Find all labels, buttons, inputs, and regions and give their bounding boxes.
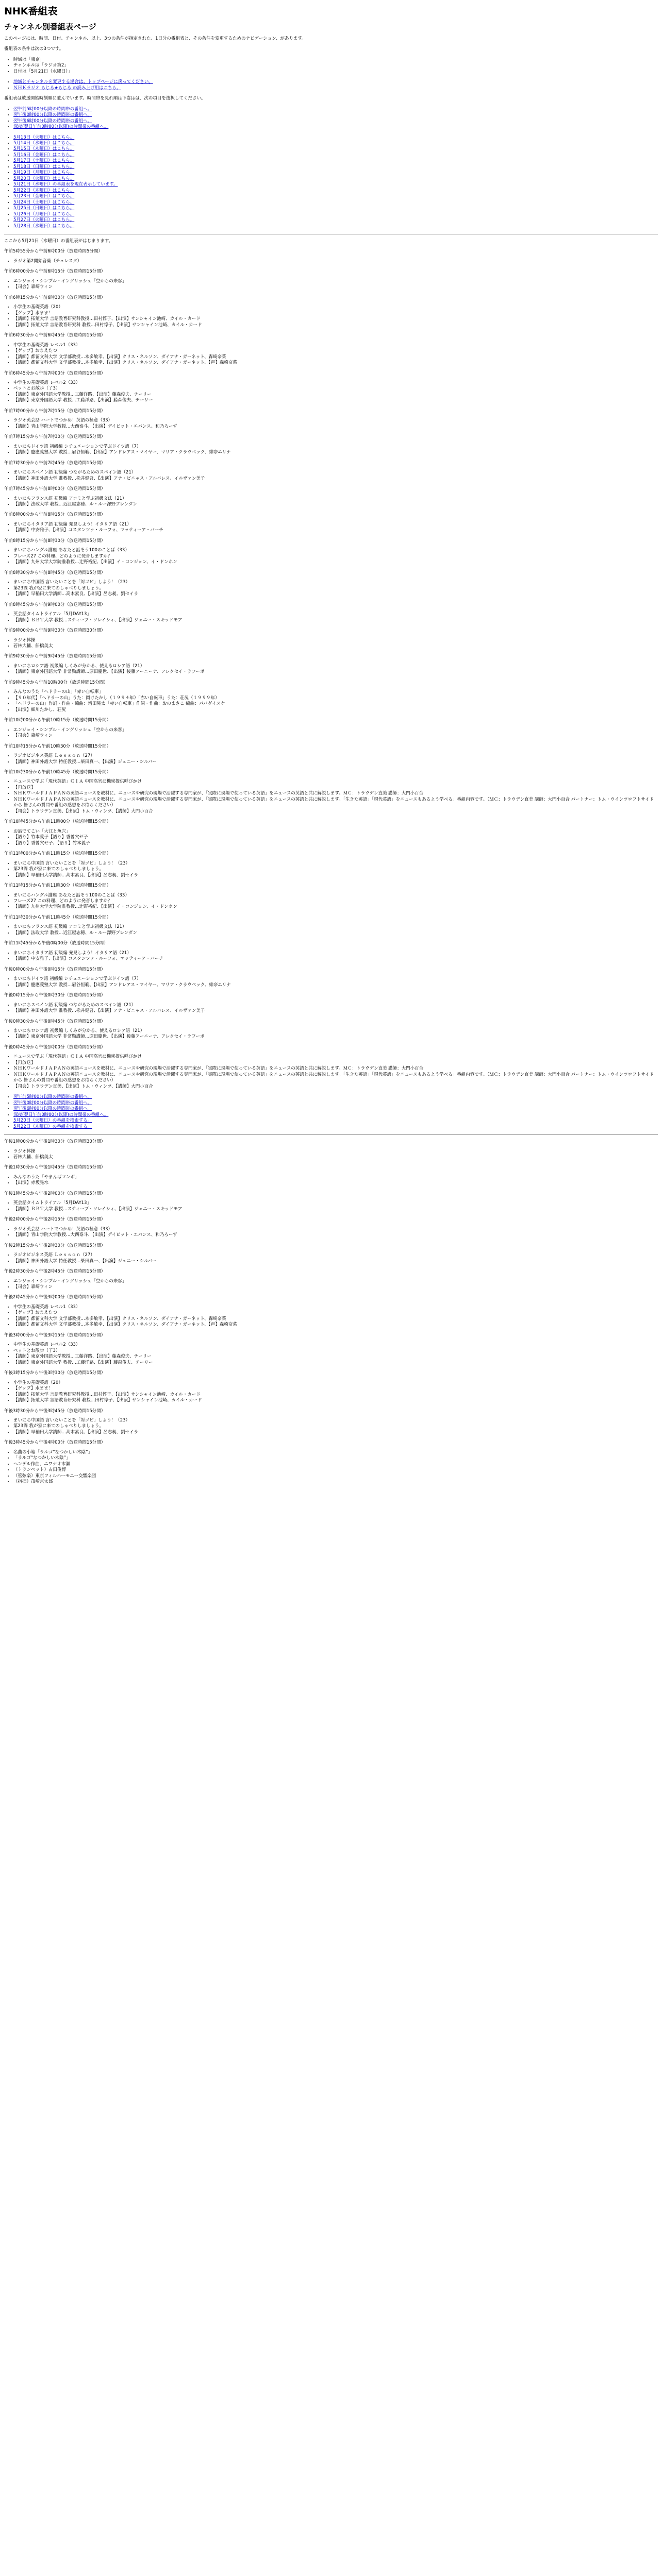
program-line: • 【講師】都留文科大学 文学部教授…本多敏幸、【出演】クリス・ネルソン、ダイアナ・ガーネット、【声】森崎奈菜 xyxy=(13,1322,658,1328)
time-nav-mid xyxy=(4,1094,658,1130)
program-line: • 【司会】森崎ウィン xyxy=(13,1284,658,1290)
program-details xyxy=(4,1200,658,1212)
program-line: • 【講師】ＢＢＴ大学 教授…スティーブ・ソレイシィ、【出演】ジェニー・スキッドモア xyxy=(13,1207,658,1212)
program-time: 午前10時45分から午前11時00分（放送時間15分間） xyxy=(4,819,111,825)
nav-link[interactable]: 5月26日（月曜日）はこちら。 xyxy=(13,211,75,217)
program-line: • 若林大輔、船橋美太 xyxy=(13,1155,658,1160)
program-line: • 第23課 我が家に来てのしゃべりしましょう。 xyxy=(13,586,658,591)
nav-link[interactable]: 5月15日（木曜日）はこちら。 xyxy=(13,146,75,152)
program-details xyxy=(4,1279,658,1291)
program-time: 午前7時15分から午前7時30分（放送時間15分間） xyxy=(4,434,106,440)
list-item[interactable] xyxy=(13,158,658,164)
program-details xyxy=(4,1342,658,1366)
program-line: • 中学生の基礎英語 レベル1（33） xyxy=(13,343,658,348)
program-time: 午前10時00分から午前10時15分（放送時間15分間） xyxy=(4,718,111,723)
nav-link[interactable]: ＮＨＫラジオ らじる★らじる の読み上げ用はこちら。 xyxy=(13,85,121,91)
list-item[interactable] xyxy=(13,200,658,206)
program-line: • 【講師】青山学院大学教授…大西泰斗、【出演】デイビット・エバンス、和乃ろーず xyxy=(13,424,658,430)
program-details xyxy=(4,548,658,565)
program-time: 午前11時30分から午前11時45分（放送時間15分間） xyxy=(4,914,111,920)
program-line: • 【講師】東京外国語大学教授…工藤洋路、【出演】藤森俊夫、チーリー xyxy=(13,1354,658,1360)
program-details xyxy=(4,1054,658,1090)
program-line: • まいにちイタリア語 初級編 発見しよう！イタリア語（21） xyxy=(13,951,658,956)
program-details xyxy=(4,976,658,988)
list-item[interactable] xyxy=(13,206,658,211)
program-line: • 【講師】青山学院大学教授…大西泰斗、【出演】デイビット・エバンス、和乃ろーず xyxy=(13,1232,658,1238)
program-line: • エンジョイ・シンプル・イングリッシュ「空からの来客」 xyxy=(13,279,658,284)
list-item[interactable] xyxy=(13,1106,658,1112)
program-time: 午前11時45分から午後0時00分（放送時間15分間） xyxy=(4,941,108,946)
program-line: • まいにちロシア語 初級編 しくみが分かる、使えるロシア語（21） xyxy=(13,664,658,669)
program-line: • 英会話タイムトライアル「5月DAY13」 xyxy=(13,1200,658,1206)
program-line: • 【語り】香曾穴ゼ子、【語り】竹本義子 xyxy=(13,841,658,846)
program-line: • 「ヘドラーの山」作詞・作曲・編曲：増田晃太「赤い自転車」作詞・作曲：おのまさこ 編曲：パパダイスケ xyxy=(13,701,658,707)
nav-link[interactable]: 翌午前5時00分以降の時間帯の番組へ。 xyxy=(13,1094,92,1100)
program-details xyxy=(4,779,658,815)
program-details xyxy=(4,1175,658,1187)
program-line: • 【講師】九州大学大学院准教授…辻野裕紀、【出演】イ・コンジョン、イ・ドンホン xyxy=(13,904,658,910)
program-line: • ＮＨＫワールドＪＡＰＡＮの英語ニュースを教材に、ニュースや研究の現場で活躍する専門家が、「実際に現場で使っている英語」をニュースの英語と共に解説します。ＭＣ：トラウデン直美 講師：大門小百合 xyxy=(13,791,658,796)
divider xyxy=(4,1134,658,1135)
program-line: • まいにちハングル講座 あなたと話そう100のことば（33） xyxy=(13,893,658,899)
time-nav-top xyxy=(4,107,658,130)
list-item[interactable] xyxy=(13,86,658,91)
program-line: • まいにち中国語 言いたいことを「対ゴビ」しよう！（23） xyxy=(13,1418,658,1423)
program-details xyxy=(4,727,658,739)
program-time: 午前7時30分から午前7時45分（放送時間15分間） xyxy=(4,460,106,466)
program-line: • 小学生の基礎英語（20） xyxy=(13,1380,658,1386)
program-details xyxy=(4,522,658,534)
program-details xyxy=(4,1252,658,1264)
nav-link[interactable]: 5月19日（月曜日）はこちら。 xyxy=(13,170,75,176)
program-line: • 【講師】神田外語大学 准教授…松井健吾、【出演】アナ・ビニャス・アルバレス、イルヴァン美子 xyxy=(13,476,658,482)
nav-link[interactable]: 5月14日（水曜日）はこちら。 xyxy=(13,140,75,146)
nav-link[interactable]: 深夜(翌日午前0時00分以降)の時間帯の番組へ。 xyxy=(13,124,109,130)
conditions-heading: 番組表の条件は次の3つです。 xyxy=(4,46,64,52)
program-time: 午後3時30分から午後3時45分（放送時間15分間） xyxy=(4,1408,106,1414)
list-item[interactable] xyxy=(13,1100,658,1106)
program-line: • 【司会】森崎ウィン xyxy=(13,733,658,739)
list-item[interactable] xyxy=(13,224,658,229)
program-line: • フレーズ27 この料理、どのように発音しますか？ xyxy=(13,554,658,560)
nav-link[interactable]: 5月20日（火曜日）の番組を検索する。 xyxy=(13,1118,92,1124)
program-line: • 第23課 我が家に来てのしゃべりしましょう。 xyxy=(13,867,658,872)
program-line: • ラジオ英会話 ハートでつかめ！英語の極意（33） xyxy=(13,418,658,423)
program-line: • 【講師】慶應義塾大学 教授…眉谷恒範、【出演】アンドレアス・マイヤー、マリア・クラウベック、緋奈エリナ xyxy=(13,450,658,455)
program-time: 午前6時45分から午前7時00分（放送時間15分間） xyxy=(4,370,106,376)
program-line: • （管弦楽）東京フィルハーモニー交響楽団 xyxy=(13,1473,658,1479)
list-item[interactable] xyxy=(13,141,658,146)
program-details xyxy=(4,1380,658,1404)
program-line: • まいにちドイツ語 初級編 シチュエーションで学ぶドイツ語（7） xyxy=(13,976,658,982)
list-item: • 時域は「東京」 xyxy=(13,57,658,63)
program-line: • 【講師】中安雅子、【出演】コスタンツァ・ルーフォ、マッティーア・バーチ xyxy=(13,528,658,533)
program-line: • 【講師】東京外国語大学 教授…工藤洋路、【出演】藤森俊夫、チーリー xyxy=(13,1360,658,1366)
list-item[interactable] xyxy=(13,1124,658,1130)
program-line: • 【講師】早稲田大学講師…高木素良、【出演】呂志昶、劉セイラ xyxy=(13,591,658,597)
program-time: 午後1時45分から午後2時00分（放送時間15分間） xyxy=(4,1191,106,1196)
program-line: • まいにちイタリア語 初級編 発見しよう！イタリア語（21） xyxy=(13,522,658,528)
program-time: 午前9時00分から午前9時30分（放送時間30分間） xyxy=(4,628,106,634)
program-time: 午前10時30分から午前10時45分（放送時間15分間） xyxy=(4,770,111,775)
program-line: • まいにちフランス語 初級編 アコミと学ぶ初級文法（21） xyxy=(13,496,658,502)
program-line: • 【講師】拓殖大学 言語教育研究科教授…田村惇子、【出演】サンシャイン池崎、カイル・カード xyxy=(13,1392,658,1398)
nav-link[interactable]: 5月22日（木曜日）の番組を検索する。 xyxy=(13,1124,92,1129)
program-details xyxy=(4,1304,658,1328)
program-line: • 【講師】拓殖大学 言語教育研究科 教授…田村惇子、【出演】サンシャイン池崎、カイル・カード xyxy=(13,1398,658,1403)
nav-link[interactable]: 翌午後0時00分以降の時間帯の番組へ。 xyxy=(13,112,92,118)
program-time: 午前11時00分から午前11時15分（放送時間15分間） xyxy=(4,851,111,857)
time-nav-note: 番組表は放送開始時刻順に並んでいます。時間帯を見れ順は下巻はは、次の項目を選択してください。 xyxy=(4,96,206,101)
program-time: 午前7時00分から午前7時15分（放送時間15分間） xyxy=(4,408,106,414)
program-time: 午前6時15分から午前6時30分（放送時間15分間） xyxy=(4,295,106,300)
program-line: • まいにちドイツ語 初級編 シチュエーションで学ぶドイツ語（7） xyxy=(13,444,658,450)
program-line: • 【講師】拓殖大学 言語教育研究科 教授…田村惇子、【出演】サンシャイン池崎、カイル・カード xyxy=(13,323,658,328)
program-line: • ニュースで学ぶ「現代英語」ＣＩＡ 中国高官に機密提供呼びかけ xyxy=(13,779,658,785)
program-line: • 小学生の基礎英語（20） xyxy=(13,304,658,310)
program-time: 午後2時15分から午後2時30分（放送時間15分間） xyxy=(4,1243,106,1248)
program-time: 午後2時45分から午後3時00分（放送時間15分間） xyxy=(4,1295,106,1300)
program-time: 午後2時30分から午後2時45分（放送時間15分間） xyxy=(4,1269,106,1275)
program-details xyxy=(4,279,658,291)
program-time: 午前6時30分から午前6時45分（放送時間15分間） xyxy=(4,333,106,338)
date-nav xyxy=(4,135,658,230)
program-time: 午前8時30分から午前8時45分（放送時間15分間） xyxy=(4,570,106,575)
program-time: 午前7時45分から午前8時00分（放送時間15分間） xyxy=(4,486,106,492)
nav-link[interactable]: 5月13日（火曜日）はこちら。 xyxy=(13,134,75,140)
nav-link[interactable]: 翌午後0時00分以降の時間帯の番組へ。 xyxy=(13,1100,92,1106)
program-details xyxy=(4,638,658,650)
program-line: • 【語り】竹本義子【語り】香曾穴ゼ子 xyxy=(13,835,658,840)
program-line: • 第23課 我が家に来てのしゃべりしましょう。 xyxy=(13,1423,658,1429)
program-details xyxy=(4,1418,658,1435)
program-time: 午前9時30分から午前9時45分（放送時間15分間） xyxy=(4,654,106,659)
program-line: • 【講師】都留文科大学 文学部教授…本多敏幸、【出演】クリス・ネルソン、ダイアナ・ガーネット、森崎奈菜 xyxy=(13,1316,658,1322)
list-item[interactable] xyxy=(13,1118,658,1124)
program-time: 午後0時00分から午後0時15分（放送時間15分間） xyxy=(4,967,106,972)
program-details xyxy=(4,951,658,962)
nav-link[interactable]: 5月22日（木曜日）はこちら。 xyxy=(13,188,75,193)
program-details xyxy=(4,1149,658,1161)
program-details xyxy=(4,1028,658,1040)
program-details xyxy=(4,1450,658,1485)
program-line: • ＮＨＫワールドＪＡＰＡＮの英語ニュースを教材に、ニュースや研究の現場で活躍する専門家が、「実際に現場で使っている英語」をニュースの英語と共に解説します。「生きた英語」「現代英語」をニュースもあるよう学べる」番組内容です。（ＭＣ：トラウデン直美 講師：大門小百合 パートナー：トム・ウインツロフトサイドから 皆さんの質問や番組の感想をお待ちください） xyxy=(13,797,658,809)
program-time: 午後1時00分から午後1時30分（放送時間30分間） xyxy=(4,1139,106,1145)
program-line: • 【講師】東京外国語大学 非常勤講師…原田慶世、【出演】後藤アーニーナ、アレクセイ・ラフーポ xyxy=(13,669,658,675)
program-line: • 【司会】森崎ウィン xyxy=(13,284,658,290)
program-line: • まいにちロシア語 初級編 しくみが分かる、使えるロシア語（21） xyxy=(13,1028,658,1034)
program-time: 午後0時45分から午後1時00分（放送時間15分間） xyxy=(4,1044,106,1050)
program-line: • ペットとお散歩（了3） xyxy=(13,386,658,392)
program-line: • まいにちハングル講座 あなたと話そう100のことば（33） xyxy=(13,548,658,553)
program-line: • 【講師】神田外語大学 特任教授…柴田真一、【出演】ジェニー・シルバー xyxy=(13,759,658,765)
list-item[interactable] xyxy=(13,107,658,112)
program-time: 午後0時30分から午後0時45分（放送時間15分間） xyxy=(4,1019,106,1024)
program-line: • 【講師】法政大学 教授…近江屋志穂、ル・ルー澤野ブレンダン xyxy=(13,930,658,936)
program-line: • 【ゲップ】水まま！ xyxy=(13,311,658,316)
program-line: • 【講師】拓殖大学 言語教育研究科教授…田村惇子、【出演】サンシャイン池崎、カイル・カード xyxy=(13,316,658,322)
program-details xyxy=(4,580,658,597)
program-line: • ＮＨＫワールドＪＡＰＡＮの英語ニュースを教材に、ニュースや研究の現場で活躍する専門家が、「実際に現場で使っている英語」をニュースの英語と共に解説します。ＭＣ：トラウデン直美 講師：大門小百合 xyxy=(13,1066,658,1072)
list-item[interactable] xyxy=(13,182,658,188)
program-details xyxy=(4,689,658,713)
program-line: • 【講師】早稲田大学講師…高木素良、【出演】呂志昶、劉セイラ xyxy=(13,1430,658,1435)
programs-morning xyxy=(4,249,658,1090)
list-item[interactable] xyxy=(13,170,658,176)
program-time: 午前8時00分から午前8時15分（放送時間15分間） xyxy=(4,512,106,518)
program-line: • お話でてこい「大江と魚穴」 xyxy=(13,829,658,835)
program-time: 午後3時00分から午後3時15分（放送時間15分間） xyxy=(4,1332,106,1338)
program-time: 午後3時45分から午後4時00分（放送時間15分間） xyxy=(4,1440,106,1446)
program-time: 午前5時55分から午前6時00分（放送時間5分間） xyxy=(4,249,103,255)
program-details xyxy=(4,924,658,936)
program-line: • みんなのうた「やまんばマンボ」 xyxy=(13,1175,658,1180)
list-item[interactable] xyxy=(13,212,658,217)
program-details xyxy=(4,1227,658,1239)
condition-links xyxy=(4,79,658,91)
program-line: • ラジオ英会話 ハートでつかめ！英語の極意（33） xyxy=(13,1227,658,1232)
program-line: • 【再放送】 xyxy=(13,785,658,791)
nav-link[interactable]: 深夜(翌日午前0時00分以降)の時間帯の番組へ。 xyxy=(13,1112,109,1117)
program-line: • 【講師】東京外国語大学 教授…工藤洋路、【出演】藤森俊夫、チーリー xyxy=(13,398,658,403)
program-line: • 【司会】トラウデン直美、【出演】トム・ウィンツ、【講師】大門小百合 xyxy=(13,809,658,815)
program-line: • ＮＨＫワールドＪＡＰＡＮの英語ニュースを教材に、ニュースや研究の現場で活躍する専門家が、「実際に現場で使っている英語」をニュースの英語と共に解説します。「生きた英語」「現代英語」をニュースもあるよう学べる」番組内容です。（ＭＣ：トラウデン直美 講師：大門小百合 パートナー：トム・ウインツロフトサイドから 皆さんの質問や番組の感想をお待ちください） xyxy=(13,1072,658,1084)
program-line: • 【講師】都留文科大学 文学部教授…本多敏幸、【出演】クリス・ネルソン、ダイアナ・ガーネット、森崎奈菜 xyxy=(13,354,658,360)
list-item[interactable] xyxy=(13,194,658,199)
nav-link[interactable]: 5月21日（水曜日）の番組表を現在表示しています。 xyxy=(13,182,118,188)
nav-link[interactable]: 翌午後6時00分以降の時間帯の番組へ。 xyxy=(13,118,92,124)
program-time: 午前6時00分から午前6時15分（放送時間15分間） xyxy=(4,269,106,275)
program-time: 午前8時45分から午前9時00分（放送時間15分間） xyxy=(4,602,106,607)
program-line: • フレーズ27 この料理、どのように発音しますか？ xyxy=(13,899,658,904)
program-line: • ラジオビジネス英語 Ｌｅｓｓｏｎ（27） xyxy=(13,753,658,759)
nav-link[interactable]: 翌午後6時00分以降の時間帯の番組へ。 xyxy=(13,1106,92,1112)
program-line: • みんなのうた「ヘドラーの山」「赤い自転車」 xyxy=(13,689,658,695)
list-item: • チャンネルは「ラジオ第2」 xyxy=(13,63,658,69)
program-line: • 【出演】細川たかし、荘尻 xyxy=(13,707,658,713)
program-line: • 【講師】都留文科大学 文学部教授…本多敏幸、【出演】クリス・ネルソン、ダイアナ・ガーネット、【声】森崎奈菜 xyxy=(13,360,658,366)
program-line: • （指揮）茂崎京太郎 xyxy=(13,1479,658,1485)
program-line: • まいにち中国語 言いたいことを「対ゴビ」しよう！（23） xyxy=(13,861,658,867)
program-line: • 【出演】赤坂晃水 xyxy=(13,1180,658,1186)
nav-link[interactable]: 5月17日（土曜日）はこちら。 xyxy=(13,158,75,164)
program-line: • 【講師】法政大学 教授…近江屋志穂、ル・ルー澤野ブレンダン xyxy=(13,502,658,507)
program-line: • 【講師】神田外語大学 准教授…松井健吾、【出演】アナ・ビニャス・アルバレス、イルヴァン美子 xyxy=(13,1008,658,1014)
program-time: 午後2時00分から午後2時15分（放送時間15分間） xyxy=(4,1217,106,1223)
program-line: • 「ラルゴ“なつかしい木陰”」 xyxy=(13,1455,658,1461)
program-details xyxy=(4,444,658,456)
program-line: • 英会話タイムトライアル「5月DAY13」 xyxy=(13,612,658,617)
nav-link[interactable]: 翌午前5時00分以降の時間帯の番組へ。 xyxy=(13,106,92,112)
program-details xyxy=(4,496,658,508)
program-line: • 【講師】中安雅子、【出演】コスタンツァ・ルーフォ、マッティーア・バーチ xyxy=(13,956,658,962)
list-item[interactable] xyxy=(13,176,658,182)
list-item[interactable] xyxy=(13,146,658,152)
program-line: • 【再放送】 xyxy=(13,1060,658,1066)
program-line: • 若林大輔、船橋美太 xyxy=(13,643,658,649)
program-line: • 【司会】トラウデン直美、【出演】トム・ウィンツ、【講師】大門小百合 xyxy=(13,1084,658,1090)
program-line: • 【講師】早稲田大学講師…高木素良、【出演】呂志昶、劉セイラ xyxy=(13,873,658,878)
list-item[interactable] xyxy=(13,152,658,158)
program-line: • 【ゲップ】水まま！ xyxy=(13,1386,658,1392)
program-details xyxy=(4,753,658,765)
program-time: 午後3時15分から午後3時30分（放送時間15分間） xyxy=(4,1370,106,1376)
program-line: • ラジオ体操 xyxy=(13,638,658,643)
nav-link[interactable]: 5月20日（火曜日）はこちら。 xyxy=(13,176,75,181)
nav-link[interactable]: 5月18日（日曜日）はこちら。 xyxy=(13,164,75,170)
program-line: • エンジョイ・シンプル・イングリッシュ「空からの来客」 xyxy=(13,1279,658,1284)
list-item[interactable] xyxy=(13,164,658,170)
program-details xyxy=(4,893,658,910)
program-line: • まいにちフランス語 初級編 アコミと学ぶ初級文法（21） xyxy=(13,924,658,930)
list-item[interactable] xyxy=(13,79,658,85)
program-details xyxy=(4,1003,658,1014)
program-line: • 【講師】九州大学大学院准教授…辻野裕紀、【出演】イ・コンジョン、イ・ドンホン xyxy=(13,560,658,565)
program-line: • エンジョイ・シンプル・イングリッシュ「空からの来客」 xyxy=(13,727,658,733)
program-time: 午前10時15分から午前10時30分（放送時間15分間） xyxy=(4,743,111,749)
program-line: • 【講師】神田外語大学 特任教授…柴田真一、【出演】ジェニー・シルバー xyxy=(13,1259,658,1264)
nav-link[interactable]: 5月16日（金曜日）はこちら。 xyxy=(13,152,75,158)
program-line: • ラジオ体操 xyxy=(13,1149,658,1155)
program-time: 午後0時15分から午後0時30分（放送時間15分間） xyxy=(4,993,106,998)
nav-link[interactable]: 地域とチャンネルを変更する場合は、トップページに戻ってください。 xyxy=(13,79,153,85)
list-item: • 日付は「5月21日（水曜日）」 xyxy=(13,69,658,75)
program-details xyxy=(4,418,658,430)
program-line: • 中学生の基礎英語 レベル2（33） xyxy=(13,380,658,386)
program-details xyxy=(4,829,658,846)
page-intro: このページには、時間、日付、チャンネル、以上、3つの条件が指定された、1日分の番組表と、その条件を変更するためのナビゲーション、があります。 xyxy=(4,36,306,41)
program-line: • 【ゲップ】おまえたつ xyxy=(13,348,658,354)
program-line: • 【講師】東京外国語大学 非常勤講師…原田慶世、【出演】後藤アーニーナ、アレクセイ・ラフーポ xyxy=(13,1034,658,1040)
program-details xyxy=(4,664,658,675)
program-line: • 名曲の小箱「ラルゴ“なつかしい木陰”」 xyxy=(13,1450,658,1455)
program-line: • 中学生の基礎英語 レベル1（33） xyxy=(13,1304,658,1310)
program-line: • まいにちスペイン語 初級編 つながるためのスペイン語（21） xyxy=(13,1003,658,1008)
program-line: • ラジオ第2開始音楽（チェレスタ） xyxy=(13,259,658,264)
program-line: • 【９０年代】「ヘドラーの山」うた：岡けたかし（１９９４年）「赤い自転車」うた：荘尻（１９９９年） xyxy=(13,696,658,701)
program-line: • 中学生の基礎英語 レベル2（33） xyxy=(13,1342,658,1348)
list-item[interactable] xyxy=(13,112,658,118)
program-line: • まいにち中国語 言いたいことを「対ゴビ」しよう！（23） xyxy=(13,580,658,585)
program-line: • 【ゲップ】おまえたつ xyxy=(13,1310,658,1316)
program-line: • （トランペット）古田俊博 xyxy=(13,1467,658,1473)
program-details xyxy=(4,612,658,623)
program-time: 午後1時30分から午後1時45分（放送時間15分間） xyxy=(4,1165,106,1171)
program-time: 午前9時45分から午前10時00分（放送時間15分間） xyxy=(4,680,108,685)
program-line: • ヘンデル作曲、ニワナオ木瀬 xyxy=(13,1462,658,1467)
list-item[interactable] xyxy=(13,1094,658,1100)
program-line: • 【講師】慶應義塾大学 教授…眉谷恒範、【出演】アンドレアス・マイヤー、マリア・クラウベック、緋奈エリナ xyxy=(13,982,658,988)
list-item[interactable] xyxy=(13,124,658,130)
program-details xyxy=(4,861,658,878)
schedule-start: ここから5月21日（水曜日）の番組表がはじまります。 xyxy=(4,239,113,244)
program-line: • ラジオビジネス英語 Ｌｅｓｓｏｎ（27） xyxy=(13,1252,658,1258)
program-details xyxy=(4,343,658,366)
page-subtitle: チャンネル別番組表ページ xyxy=(4,22,96,31)
list-item[interactable] xyxy=(13,1112,658,1118)
nav-link[interactable]: 5月27日（火曜日）はこちら。 xyxy=(13,217,75,223)
program-line: • 【講師】ＢＢＴ大学 教授…スティーブ・ソレイシィ、【出演】ジェニー・スキッドモア xyxy=(13,618,658,623)
program-line: • ニュースで学ぶ「現代英語」ＣＩＡ 中国高官に機密提供呼びかけ xyxy=(13,1054,658,1060)
program-details xyxy=(4,304,658,328)
list-item[interactable] xyxy=(13,135,658,141)
program-line: • まいにちスペイン語 初級編 つながるためのスペイン語（21） xyxy=(13,470,658,476)
site-title: NHK番組表 xyxy=(4,6,58,17)
conditions-list xyxy=(4,57,658,75)
programs-afternoon xyxy=(4,1139,658,1485)
list-item[interactable] xyxy=(13,188,658,194)
program-details xyxy=(4,470,658,482)
nav-link[interactable]: 5月25日（日曜日）はこちら。 xyxy=(13,206,75,211)
list-item[interactable] xyxy=(13,217,658,223)
program-details xyxy=(4,380,658,404)
nav-link[interactable]: 5月24日（土曜日）はこちら。 xyxy=(13,199,75,205)
nav-link[interactable]: 5月23日（金曜日）はこちら。 xyxy=(13,194,75,199)
list-item[interactable] xyxy=(13,118,658,124)
program-details xyxy=(4,259,658,264)
program-line: • 【講師】東京外国語大学教授…工藤洋路、【出演】藤森俊夫、チーリー xyxy=(13,392,658,398)
nav-link[interactable]: 5月28日（水曜日）はこちら。 xyxy=(13,223,75,229)
program-time: 午前11時15分から午前11時30分（放送時間15分間） xyxy=(4,883,111,889)
program-time: 午前8時15分から午前8時30分（放送時間15分間） xyxy=(4,538,106,544)
program-line: • ペットとお散歩（了3） xyxy=(13,1348,658,1354)
